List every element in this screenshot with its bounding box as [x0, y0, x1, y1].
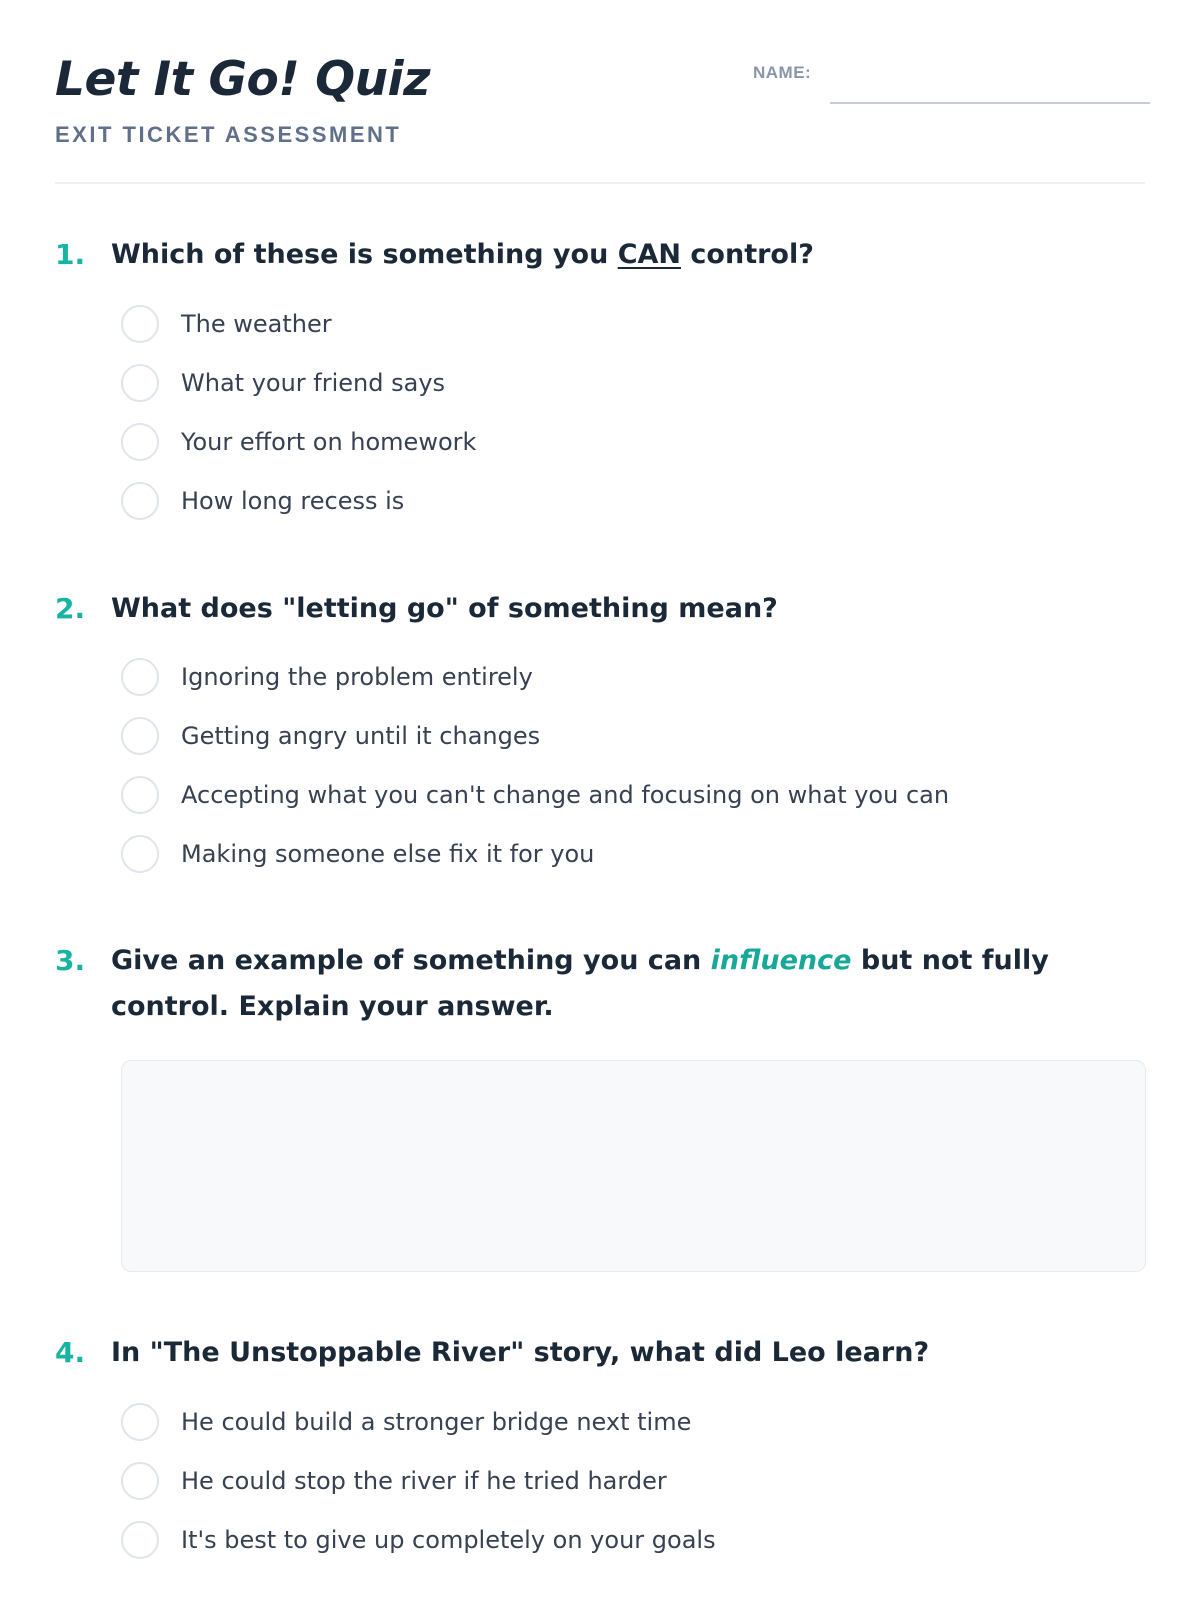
option-q1-d[interactable] [121, 481, 404, 521]
radio-button[interactable] [121, 658, 159, 696]
radio-button[interactable] [121, 717, 159, 755]
option-q4-a[interactable] [121, 1402, 691, 1442]
option-label: The weather [181, 310, 332, 338]
option-label: Accepting what you can't change and focusing on what you can [181, 781, 950, 809]
radio-button[interactable] [121, 1462, 159, 1500]
option-label: It's best to give up completely on your goals [181, 1526, 716, 1554]
question-number: 2. [55, 592, 86, 625]
name-field[interactable] [830, 84, 1150, 104]
option-q2-b[interactable] [121, 716, 540, 756]
question-text-part: but not fully control. Explain your answer. [111, 945, 1049, 1022]
radio-button[interactable] [121, 1521, 159, 1559]
radio-button[interactable] [121, 776, 159, 814]
question-text: What does "letting go" of something mean? [111, 593, 778, 624]
option-label: He could stop the river if he tried harder [181, 1467, 667, 1495]
question-text-part: Which of these is something you [111, 239, 618, 270]
option-label: Ignoring the problem entirely [181, 663, 533, 691]
page-title: Let It Go! Quiz [55, 52, 431, 107]
question-number: 4. [55, 1336, 86, 1369]
question-text-part: control? [681, 239, 814, 270]
question-number: 1. [55, 238, 86, 271]
radio-button[interactable] [121, 835, 159, 873]
radio-button[interactable] [121, 305, 159, 343]
question-emphasis: CAN [617, 239, 682, 270]
option-q1-a[interactable] [121, 304, 332, 344]
option-q4-c[interactable] [121, 1520, 716, 1560]
option-q2-c[interactable] [121, 775, 949, 815]
option-label: He could build a stronger bridge next time [181, 1408, 692, 1436]
question-number: 3. [55, 944, 86, 977]
option-q1-b[interactable] [121, 363, 445, 403]
question-text: In "The Unstoppable River" story, what did Leo learn? [111, 1337, 930, 1368]
radio-button[interactable] [121, 423, 159, 461]
quiz-header [55, 48, 1145, 184]
option-label: Your effort on homework [181, 428, 477, 456]
radio-button[interactable] [121, 1403, 159, 1441]
answer-textarea[interactable] [121, 1060, 1146, 1272]
option-label: Getting angry until it changes [181, 722, 541, 750]
radio-button[interactable] [121, 364, 159, 402]
option-q2-d[interactable] [121, 834, 594, 874]
option-q1-c[interactable] [121, 422, 476, 462]
radio-button[interactable] [121, 482, 159, 520]
option-q2-a[interactable] [121, 657, 533, 697]
name-label: NAME: [753, 63, 812, 82]
page-subtitle: EXIT TICKET ASSESSMENT [55, 122, 402, 147]
question-text-part: Give an example of something you can [111, 945, 711, 976]
option-label: What your friend says [181, 369, 446, 397]
question-emphasis: influence [710, 945, 852, 976]
option-q4-b[interactable] [121, 1461, 667, 1501]
question-text [111, 938, 1141, 1030]
option-label: How long recess is [181, 487, 405, 515]
option-label: Making someone else fix it for you [181, 840, 595, 868]
question-text [111, 232, 1141, 278]
